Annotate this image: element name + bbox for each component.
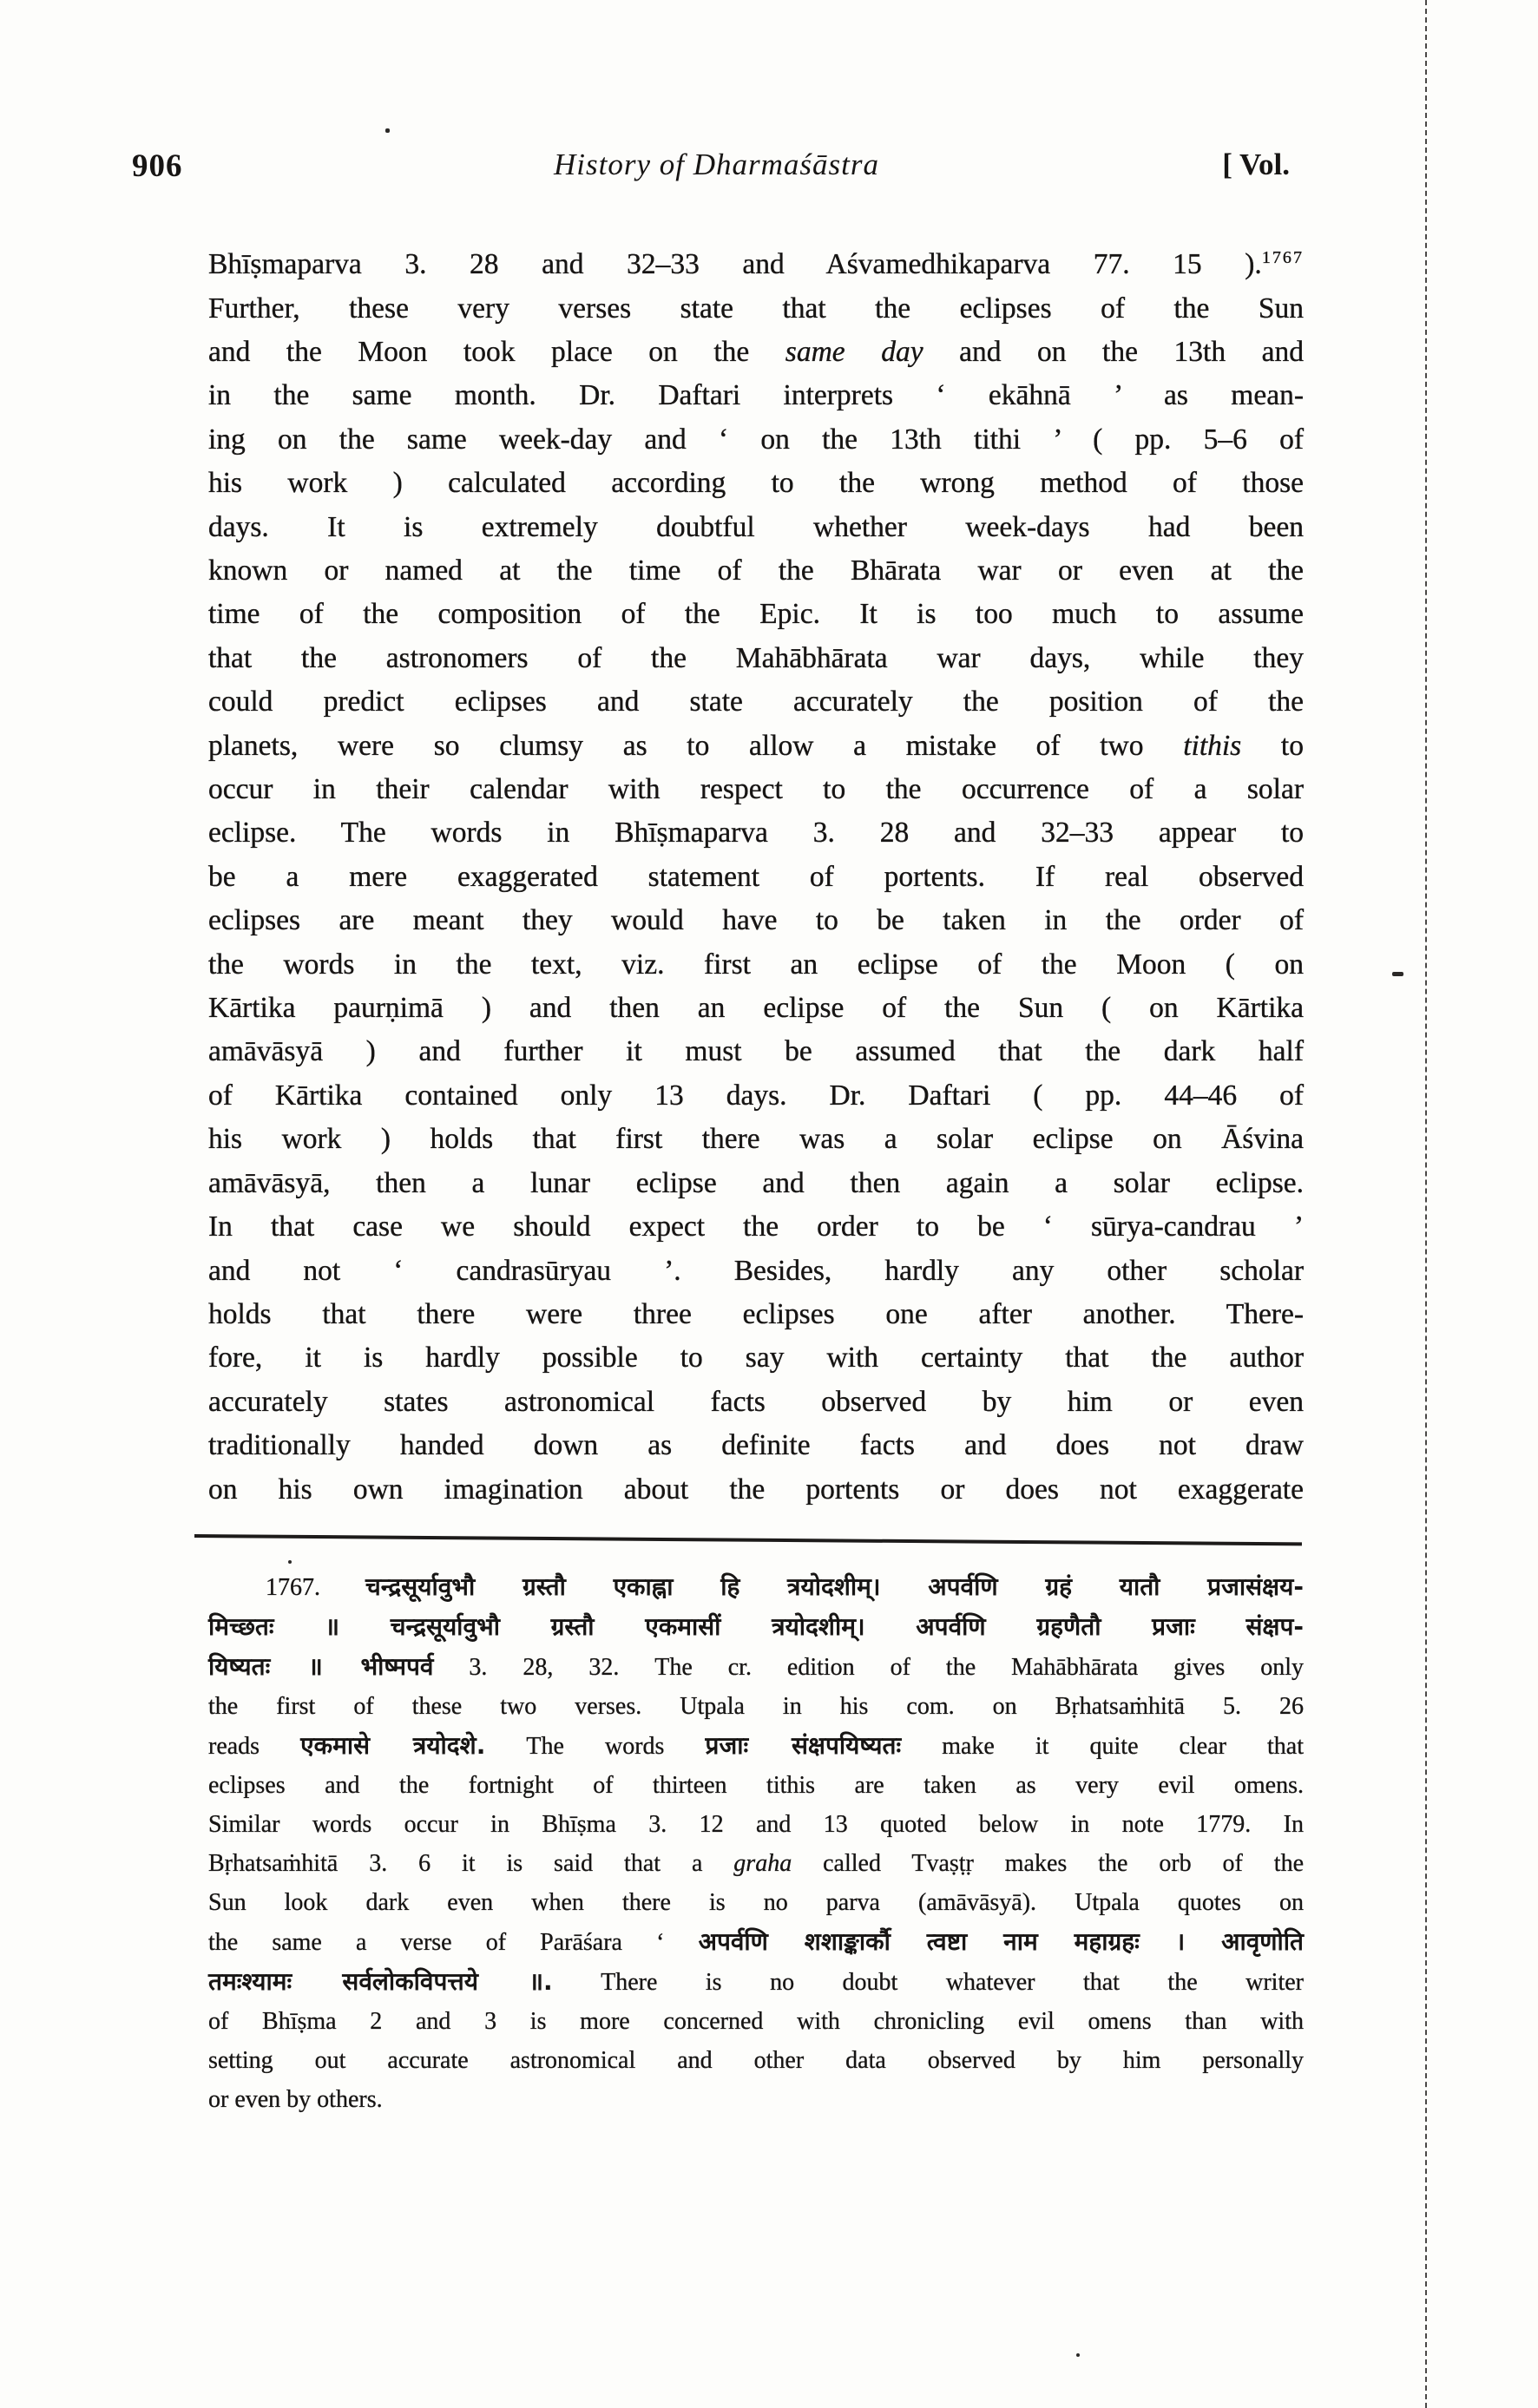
text-line — [208, 1250, 1304, 1293]
scan-speck — [1076, 2353, 1080, 2357]
text-segment: The words — [485, 1733, 706, 1760]
text-segment: be a mere exaggerated statement of portents. If real observed — [208, 860, 1304, 893]
text-line — [208, 987, 1304, 1030]
page-number: 906 — [132, 148, 183, 184]
text-segment: time of the composition of the Epic. It is too much to assume — [208, 598, 1304, 631]
text-line — [208, 768, 1304, 811]
text-segment: ing on the same week-day and ‘ on the 13th tithi ’ ( pp. 5–6 of — [208, 423, 1304, 456]
text-segment: मिच्छतः ॥ चन्द्रसूर्यावुभौ ग्रस्तौ एकमासीं त्रयोदशीम्। अपर्वणि ग्रहणैतौ प्रजाः संक्षप- — [208, 1612, 1304, 1641]
text-line — [208, 1647, 1304, 1687]
text-line — [208, 1567, 1304, 1607]
text-line — [208, 1074, 1304, 1118]
text-segment: In that case we should expect the order to be ‘ sūrya-candrau ’ — [208, 1211, 1304, 1243]
text-line — [208, 2041, 1304, 2080]
text-segment: to — [1241, 729, 1304, 762]
text-line — [208, 549, 1304, 593]
text-segment: of Bhīṣma 2 and 3 is more concerned with chronicling evil omens than with — [208, 2008, 1304, 2035]
running-title: History of Dharmaśāstra — [554, 148, 879, 181]
text-segment: on his own imagination about the portents or does not exaggerate — [208, 1473, 1304, 1506]
text-segment: holds that there were three eclipses one after another. There- — [208, 1297, 1304, 1330]
text-segment: अपर्वणि शशाङ्कार्कौ त्वष्टा नाम महाग्रहः । आवृणोति — [698, 1927, 1305, 1956]
text-line — [208, 1607, 1304, 1647]
text-line — [208, 1162, 1304, 1205]
text-line — [208, 856, 1304, 899]
text-segment: planets, were so clumsy as to allow a mistake of two — [208, 729, 1184, 762]
text-segment: known or named at the time of the Bhārata war or even at the — [208, 554, 1304, 587]
text-segment: Bṛhatsaṁhitā 3. 6 it is said that a — [208, 1850, 734, 1877]
text-line — [208, 506, 1304, 549]
text-segment: reads — [208, 1733, 301, 1760]
text-line — [208, 899, 1304, 942]
text-segment: of Kārtika contained only 13 days. Dr. Daftari ( pp. 44–46 of — [208, 1079, 1304, 1112]
text-segment: in the same month. Dr. Daftari interprets ‘ ekāhnā ’ as mean- — [208, 379, 1304, 412]
text-line — [208, 418, 1304, 462]
text-segment: 1767. — [266, 1574, 365, 1601]
text-segment: यिष्यतः ॥ भीष्मपर्व — [208, 1652, 434, 1681]
text-line — [208, 1805, 1304, 1844]
text-segment: make it quite clear that — [901, 1733, 1304, 1760]
text-segment: called Tvaṣṭṛ makes the orb of the — [792, 1850, 1304, 1877]
text-line — [208, 637, 1304, 680]
text-segment: Similar words occur in Bhīṣma 3. 12 and 13 quoted below in note 1779. In — [208, 1811, 1304, 1838]
text-line — [208, 593, 1304, 636]
text-line — [208, 1336, 1304, 1380]
running-header — [132, 148, 1290, 193]
scan-speck — [288, 1560, 292, 1564]
text-line — [208, 1844, 1304, 1883]
text-segment: and not ‘ candrasūryau ’. Besides, hardly any other scholar — [208, 1254, 1304, 1287]
text-segment: setting out accurate astronomical and other data observed by him personally — [208, 2047, 1304, 2074]
text-segment: the first of these two verses. Utpala in his com. on Bṛhatsaṁhitā 5. 26 — [208, 1693, 1304, 1720]
text-line — [208, 2080, 1304, 2119]
text-segment: Further, these very verses state that the eclipses of the Sun — [208, 292, 1304, 325]
body-text-block — [208, 236, 1304, 1512]
text-segment: graha — [733, 1850, 792, 1877]
text-line — [208, 1205, 1304, 1249]
text-segment: eclipses are meant they would have to be taken in the order of — [208, 904, 1304, 937]
text-segment: and on the 13th and — [923, 335, 1305, 368]
text-line — [208, 2002, 1304, 2041]
text-line — [208, 462, 1304, 505]
text-segment: Kārtika paurṇimā ) and then an eclipse of the Sun ( on Kārtika — [208, 992, 1304, 1025]
text-line — [208, 331, 1304, 374]
text-line — [208, 1766, 1304, 1805]
text-line — [208, 1922, 1304, 1962]
text-segment: accurately states astronomical facts observed by him or even — [208, 1385, 1304, 1418]
text-line — [208, 1883, 1304, 1922]
text-line — [208, 374, 1304, 417]
text-line — [208, 1962, 1304, 2002]
text-line — [208, 1687, 1304, 1726]
text-line — [208, 1030, 1304, 1073]
text-segment: amāvāsyā, then a lunar eclipse and then again a solar eclipse. — [208, 1166, 1304, 1199]
text-line — [208, 1468, 1304, 1512]
text-segment: or even by others. — [208, 2086, 383, 2113]
text-segment: eclipse. The words in Bhīṣmaparva 3. 28 and 32–33 appear to — [208, 817, 1304, 850]
volume-marker: [ Vol. — [1222, 148, 1290, 181]
text-segment: that the astronomers of the Mahābhārata war days, while they — [208, 641, 1304, 674]
text-line — [208, 811, 1304, 855]
text-segment: could predict eclipses and state accurately the position of the — [208, 686, 1304, 718]
text-segment: the words in the text, viz. first an eclipse of the Moon ( on — [208, 948, 1304, 981]
text-segment: occur in their calendar with respect to the occurrence of a solar — [208, 773, 1304, 806]
scan-speck — [385, 128, 390, 133]
text-segment: चन्द्रसूर्यावुभौ ग्रस्तौ एकाह्ना हि त्रयोदशीम्। अपर्वणि ग्रहं यातौ प्रजासंक्षय- — [365, 1572, 1304, 1601]
footnote-separator-rule — [194, 1534, 1302, 1545]
text-segment: There is no doubt whatever that the writer — [552, 1969, 1304, 1996]
text-segment: traditionally handed down as definite facts and does not draw — [208, 1429, 1304, 1462]
text-segment: days. It is extremely doubtful whether week-days had been — [208, 510, 1304, 543]
text-segment: तमःश्यामः सर्वलोकविपत्तये ॥. — [208, 1967, 553, 1996]
text-segment: प्रजाः संक्षपयिष्यतः — [705, 1731, 902, 1760]
text-line — [208, 1726, 1304, 1766]
text-line — [208, 287, 1304, 331]
text-segment: his work ) calculated according to the wrong method of those — [208, 467, 1304, 500]
text-line — [208, 1118, 1304, 1161]
text-segment: his work ) holds that first there was a solar eclipse on Āśvina — [208, 1123, 1304, 1156]
text-segment: and the Moon took place on the — [208, 335, 785, 368]
text-line — [208, 236, 1304, 287]
footnote-reference: 1767 — [1261, 248, 1304, 267]
text-line — [208, 680, 1304, 724]
text-segment: Bhīṣmaparva 3. 28 and 32–33 and Aśvamedhikaparva 77. 15 ). — [208, 248, 1262, 281]
text-line — [208, 725, 1304, 768]
text-segment: eclipses and the fortnight of thirteen tithis are taken as very evil omens. — [208, 1772, 1304, 1799]
text-line — [208, 943, 1304, 987]
scan-speck — [1392, 972, 1403, 976]
text-segment: Sun look dark even when there is no parva (amāvāsyā). Utpala quotes on — [208, 1889, 1304, 1916]
text-line — [208, 1424, 1304, 1467]
text-segment: the same a verse of Parāśara ‘ — [208, 1929, 699, 1956]
footnote-block — [208, 1567, 1304, 2119]
text-line — [208, 1293, 1304, 1336]
scan-page-edge-line — [1425, 0, 1427, 2408]
text-segment: fore, it is hardly possible to say with certainty that the author — [208, 1342, 1304, 1375]
text-segment: same day — [785, 335, 923, 368]
text-segment: 3. 28, 32. The cr. edition of the Mahābhārata gives only — [433, 1654, 1304, 1681]
text-segment: एकमासे त्रयोदशे. — [300, 1731, 486, 1760]
text-segment: tithis — [1183, 729, 1242, 762]
text-line — [208, 1381, 1304, 1424]
text-segment: amāvāsyā ) and further it must be assumed that the dark half — [208, 1035, 1304, 1068]
